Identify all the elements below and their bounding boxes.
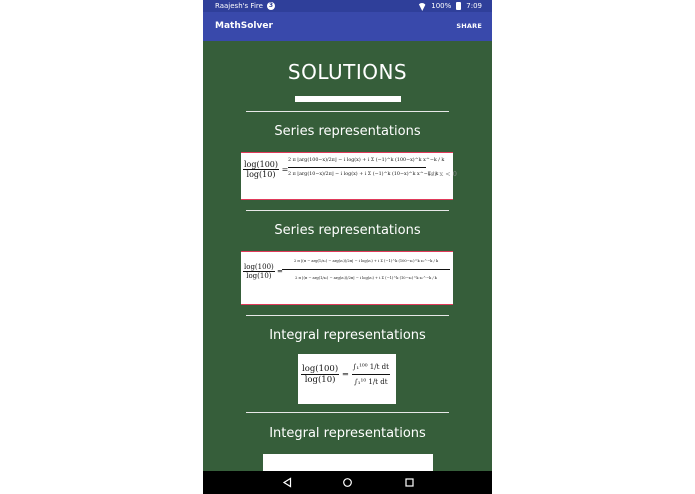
formula-lhs-numerator: log(100) — [302, 364, 339, 374]
status-bar — [203, 0, 492, 12]
formula-rhs-denominator: ∫₁¹⁰ 1/t dt — [354, 378, 388, 386]
formula-rhs-numerator: 2 π ⌊arg(100−x)/2π⌋ − i log(x) + i Σ (−1)^k (100−x)^k x^−k / k — [288, 155, 426, 168]
section-title: Integral representations — [269, 426, 426, 441]
carrier-name: Raajesh's Fire — [215, 2, 263, 10]
formula-rhs-denominator: 2 π ⌊arg(10−x)/2π⌋ − i log(x) + i Σ (−1)^k (10−x)^k x^−k / k — [288, 172, 439, 177]
app-bar — [203, 12, 492, 41]
divider — [246, 315, 449, 316]
device-screen — [203, 0, 492, 494]
notification-count-badge: 3 — [268, 2, 274, 9]
formula-lhs-denominator: log(10) — [304, 375, 336, 385]
formula-condition: for x < 0 — [428, 170, 457, 178]
formula-rhs-numerator: 2 π ⌊(π − arg(1/z₀) − arg(z₀))/2π⌋ − i log(z₀) + i Σ (−1)^k (100−z₀)^k z₀^−k / k — [282, 254, 450, 270]
divider — [246, 210, 449, 211]
share-button[interactable]: SHARE — [456, 22, 482, 30]
formula-image-partial — [295, 96, 401, 102]
divider — [246, 111, 449, 112]
status-right — [418, 0, 482, 12]
home-icon[interactable] — [342, 477, 353, 488]
battery-icon — [456, 2, 461, 10]
formula-lhs-denominator: log(10) — [246, 170, 276, 179]
series-formula-image — [241, 251, 453, 305]
equals-sign: = — [341, 369, 349, 380]
wifi-icon — [418, 2, 426, 10]
section-title: Series representations — [274, 124, 421, 139]
formula-lhs-numerator: log(100) — [244, 263, 274, 271]
integral-formula-image — [298, 354, 396, 404]
formula-lhs-denominator: log(10) — [246, 272, 272, 280]
navigation-bar — [203, 471, 492, 494]
formula-rhs-numerator: ∫₁¹⁰⁰ 1/t dt — [352, 362, 390, 375]
page-title: SOLUTIONS — [287, 60, 408, 84]
formula-rhs-denominator: 2 π ⌊(π − arg(1/z₀) − arg(z₀))/2π⌋ − i log(z₀) + i Σ (−1)^k (10−z₀)^k z₀^−k / k — [295, 276, 437, 280]
section-title: Integral representations — [269, 328, 426, 343]
recent-apps-icon[interactable] — [404, 477, 415, 488]
battery-level: 100% — [431, 2, 452, 10]
divider — [246, 412, 449, 413]
app-title: MathSolver — [215, 21, 273, 31]
back-icon[interactable] — [282, 477, 293, 488]
formula-lhs-numerator: log(100) — [244, 160, 279, 169]
equals-sign: = — [281, 165, 289, 174]
solutions-scroll-view[interactable] — [203, 41, 492, 471]
status-time: 7:09 — [466, 2, 482, 10]
status-left — [215, 0, 275, 12]
equals-sign: = — [277, 267, 283, 276]
section-title: Series representations — [274, 223, 421, 238]
series-formula-image — [241, 152, 457, 200]
